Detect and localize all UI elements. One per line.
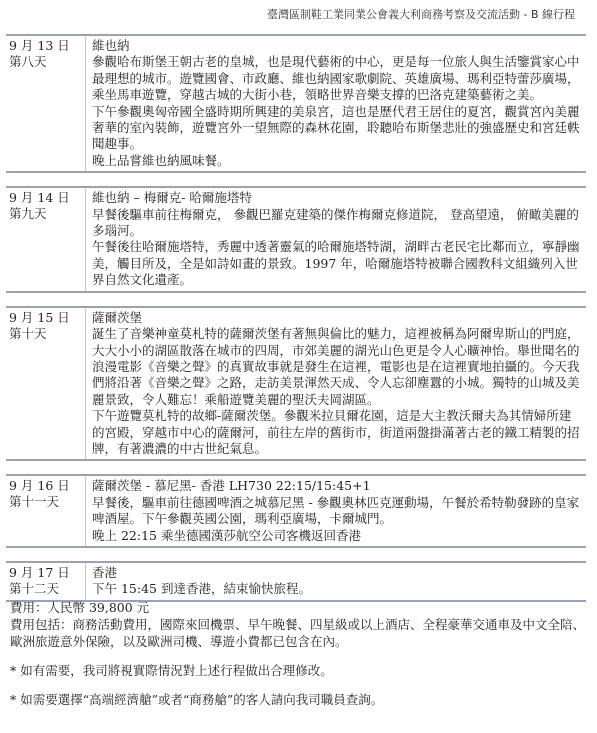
day-paragraph: 下午參觀奧匈帝國全盛時期所興建的美泉宮，這也是歷代君王居住的夏宮，觀賞宮內美麗奢華的室內裝飾，遊覽宮外一望無際的森林花園，聆聽哈布斯堡悲壯的強盛歷史和宮廷軼聞趣事。 — [92, 103, 580, 152]
day-title: 薩爾茨堡 - 慕尼黑- 香港 LH730 22:15/15:45+1 — [92, 478, 371, 494]
day-row — [6, 306, 586, 462]
day-title: 薩爾茨堡 — [92, 309, 143, 325]
day-cell — [6, 188, 86, 290]
fee-amount: 費用：人民幣 39,800 元 — [10, 600, 150, 615]
day-row — [6, 561, 586, 602]
day-paragraph: 下午遊覽莫札特的故鄉-薩爾茨堡。參觀米拉貝爾花園，這是大主教沃爾夫為其情婦所建的宮殿，穿越市中心的薩爾河，前往左岸的舊街市，街道兩盤掛滿著古老的鐵工精製的招牌，有著濃濃的中古世紀氣息。 — [92, 408, 580, 456]
day-title: 香港 — [92, 564, 118, 580]
day-title: 維也納 — [92, 38, 130, 53]
day-cell — [6, 563, 86, 600]
day-cell — [6, 476, 86, 546]
day-paragraph: 早餐後，驅車前往德國啤酒之城慕尼黑 - 參觀奧林匹克運動場，午餐於希特勒發跡的皇家啤酒屋。下午參觀英國公園，瑪利亞廣場，卡爾城門。 — [92, 494, 580, 527]
day-paragraph: 誕生了音樂神童莫札特的薩爾茨堡有著無與倫比的魅力，這裡被稱為阿爾卑斯山的門庭，大大小小的湖區散落在城市的四周，市郊美麗的湖光山色更是令人心曠神怡。舉世聞名的浪漫電影《音樂之聲》的真實故事就是發生在這裡，電影也是在這裡實地拍攝的。今天我們將沿著《音樂之聲》之路，走訪美景渾然天成、令人忘卻塵囂的小城。獨特的山城及美麗景致，令人難忘！乘船遊覽美麗的聖沃夫岡湖區。 — [92, 326, 580, 407]
day-number: 第十一天 — [9, 494, 60, 510]
day-content — [86, 308, 586, 460]
day-content — [86, 476, 586, 546]
fee-section — [10, 599, 585, 708]
day-date: 9 月 15 日 — [9, 309, 70, 325]
day-date: 9 月 16 日 — [9, 478, 70, 494]
remark-note: * 如有需要，我司將視實際情況對上述行程做出合理修改。 — [10, 663, 333, 678]
day-content — [86, 188, 586, 290]
day-date: 9 月 13 日 — [9, 38, 70, 53]
day-row — [6, 34, 586, 173]
day-number: 第十二天 — [9, 580, 60, 596]
fee-includes: 費用包括：商務活動費用，國際來回機票、早午晚餐、四星級或以上酒店、全程豪華交通車及中文全陪、歐洲旅遊意外保險，以及歐洲司機、導遊小費都已包含在內。 — [10, 617, 586, 649]
day-content — [86, 563, 586, 600]
day-number: 第十天 — [9, 325, 47, 341]
document-header: 臺灣區制鞋工業同業公會義大利商務考察及交流活動 - B 線行程 — [266, 8, 575, 21]
day-row — [6, 186, 586, 292]
day-paragraph: 晚上 22:15 乘坐德國漢莎航空公司客機返回香港 — [92, 527, 361, 543]
day-number: 第八天 — [9, 54, 47, 69]
day-cell — [6, 308, 86, 460]
day-paragraph: 午餐後往哈爾施塔特，秀麗中透著靈氣的哈爾施塔特湖，湖畔古老民宅比鄰而立，寧靜幽美，觸目所及，全是如詩如畫的景致。1997 年，哈爾施塔特被聯合國教科文組織列入世界自然文化遺產。 — [92, 239, 580, 288]
day-date: 9 月 17 日 — [9, 564, 70, 580]
day-row — [6, 474, 586, 548]
day-cell — [6, 36, 86, 171]
day-date: 9 月 14 日 — [9, 190, 70, 206]
day-paragraph: 下午 15:45 到達香港，結束愉快旅程。 — [92, 581, 311, 597]
day-paragraph: 參觀哈布斯堡王朝古老的皇城，也是現代藝術的中心，更是每一位旅人與生活鑒賞家心中最理想的城市。遊覽國會、市政廳、維也納國家歌劇院、英雄廣場、瑪利亞特蕾莎廣場，乘坐馬車遊覽，穿越古城的大街小巷，領略世界音樂支撐的巴洛克建築藝術之美。 — [92, 54, 580, 103]
day-paragraph: 早餐後驅車前往梅爾克， 參觀巴羅克建築的傑作梅爾克修道院， 登高望遠， 俯瞰美麗的多瑙河。 — [92, 206, 579, 239]
day-number: 第九天 — [9, 206, 47, 222]
day-content — [86, 36, 586, 171]
day-paragraph: 晚上品嘗維也納風味餐。 — [92, 152, 230, 168]
itinerary-table — [6, 34, 586, 615]
day-title: 維也納 – 梅爾克- 哈爾施塔特 — [92, 190, 252, 206]
remark-note: * 如需要選擇“高端經濟艙”或者“商務艙”的客人請向我司職員查詢。 — [10, 692, 384, 707]
